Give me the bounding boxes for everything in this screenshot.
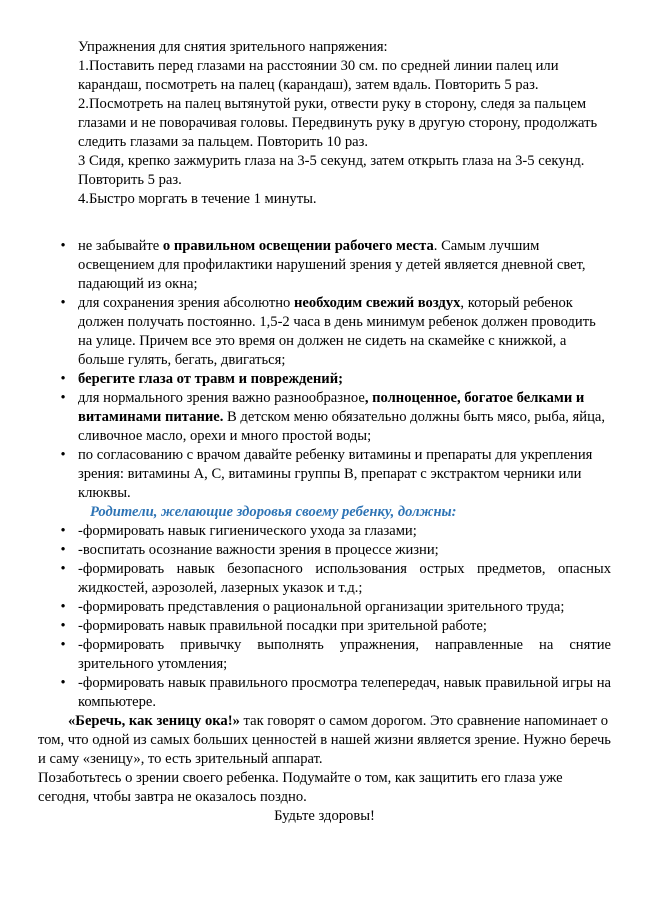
bullet-icon: •	[60, 295, 66, 311]
bullet-icon: •	[60, 371, 66, 387]
exercise-item-4: 4.Быстро моргать в течение 1 минуты.	[78, 191, 317, 207]
tip-bold: необходим свежий воздух	[293, 295, 461, 311]
parent-item-text: -воспитать осознание важности зрения в процессе жизни;	[78, 542, 439, 558]
tip-bold: , полноценное, богатое белками и витаминами питание.	[78, 390, 585, 425]
parent-item-text: -формировать навык гигиенического ухода за глазами;	[78, 523, 417, 539]
bullet-icon: •	[60, 599, 66, 615]
list-item	[60, 598, 611, 617]
list-item	[60, 541, 611, 560]
list-item	[60, 522, 611, 541]
tip-text: . Самым лучшим освещением для профилактики нарушений зрения у детей является дневной свет, падающий из окна;	[78, 238, 586, 292]
tip-text: В детском меню обязательно должны быть мясо, рыба, яйца, сливочное масло, орехи и много простой воды;	[78, 409, 606, 444]
bullet-icon: •	[60, 523, 66, 539]
bullet-icon: •	[60, 390, 66, 406]
list-item	[60, 237, 611, 294]
parents-heading: Родители, желающие здоровья своему ребенку, должны:	[90, 504, 457, 520]
farewell: Будьте здоровы!	[274, 808, 375, 824]
bullet-icon: •	[60, 637, 66, 653]
parent-item-text: -формировать привычку выполнять упражнения, направленные на снятие зрительного утомления;	[78, 637, 611, 672]
exercise-item-2: 2.Посмотреть на палец вытянутой руки, отвести руку в сторону, следя за пальцем глазами и не поворачивая головы. Передвинуть руку в другую сторону, продолжать следить глазами за пальцем. Повторить 10 раз.	[78, 96, 598, 150]
bullet-icon: •	[60, 561, 66, 577]
bullet-icon: •	[60, 542, 66, 558]
bullet-icon: •	[60, 238, 66, 254]
exercises-section	[78, 38, 611, 209]
closing-section	[38, 712, 611, 826]
spacer	[78, 209, 611, 237]
closing-quote-paragraph	[38, 712, 611, 769]
closing-quote-text: так говорят о самом дорогом. Это сравнение напоминает о том, что одной из самых больших ценностей в нашей жизни является зрение. Нужно беречь и саму «зеницу», то есть зрительный аппарат.	[38, 713, 611, 767]
exercise-item-1: 1.Поставить перед глазами на расстоянии 30 см. по средней линии палец или карандаш, посмотреть на палец (карандаш), затем вдаль. Повторить 5 раз.	[78, 58, 559, 93]
tip-bold: о правильном освещении рабочего места	[162, 238, 434, 254]
tips-list	[60, 237, 611, 503]
parent-item-text: -формировать представления о рациональной организации зрительного труда;	[78, 599, 565, 615]
tip-bold: берегите глаза от травм и повреждений;	[78, 371, 343, 387]
exercise-item-3: 3 Сидя, крепко зажмурить глаза на 3-5 секунд, затем открыть глаза на 3-5 секунд. Повторить 5 раз.	[78, 153, 585, 188]
parent-item-text: -формировать навык безопасного использования острых предметов, опасных жидкостей, аэрозолей, лазерных указок и т.д.;	[78, 561, 611, 596]
exercises-title: Упражнения для снятия зрительного напряжения:	[78, 39, 388, 55]
tip-text: для сохранения зрения абсолютно	[78, 295, 294, 311]
list-item	[60, 617, 611, 636]
list-item	[60, 636, 611, 674]
list-item	[60, 674, 611, 712]
bullet-icon: •	[60, 447, 66, 463]
closing-quote: «Беречь, как зеницу ока!»	[68, 713, 240, 729]
tip-text: по согласованию с врачом давайте ребенку витамины и препараты для укрепления зрения: витамины А, С, витамины группы В, препарат с экстрактом черники или клюквы.	[78, 447, 593, 501]
bullet-icon: •	[60, 675, 66, 691]
closing-advice: Позаботьтесь о зрении своего ребенка. Подумайте о том, как защитить его глаза уже сегодня, чтобы завтра не оказалось поздно.	[38, 770, 563, 805]
list-item	[60, 389, 611, 446]
list-item	[60, 294, 611, 370]
parent-item-text: -формировать навык правильной посадки при зрительной работе;	[78, 618, 487, 634]
tip-text: для нормального зрения важно разнообразное	[78, 390, 365, 406]
bullet-icon: •	[60, 618, 66, 634]
parents-list	[60, 522, 611, 712]
tip-text: не забывайте	[78, 238, 163, 254]
list-item	[60, 370, 611, 389]
tip-text: , который ребенок должен получать постоянно. 1,5-2 часа в день минимум ребенок должен проводить на улице. Причем все это время он должен не сидеть на скамейке с книжкой, а больше гулять, бегать, двигаться;	[78, 295, 596, 368]
parent-item-text: -формировать навык правильного просмотра телепередач, навык правильной игры на компьютере.	[78, 675, 611, 710]
list-item	[60, 560, 611, 598]
list-item	[60, 446, 611, 503]
